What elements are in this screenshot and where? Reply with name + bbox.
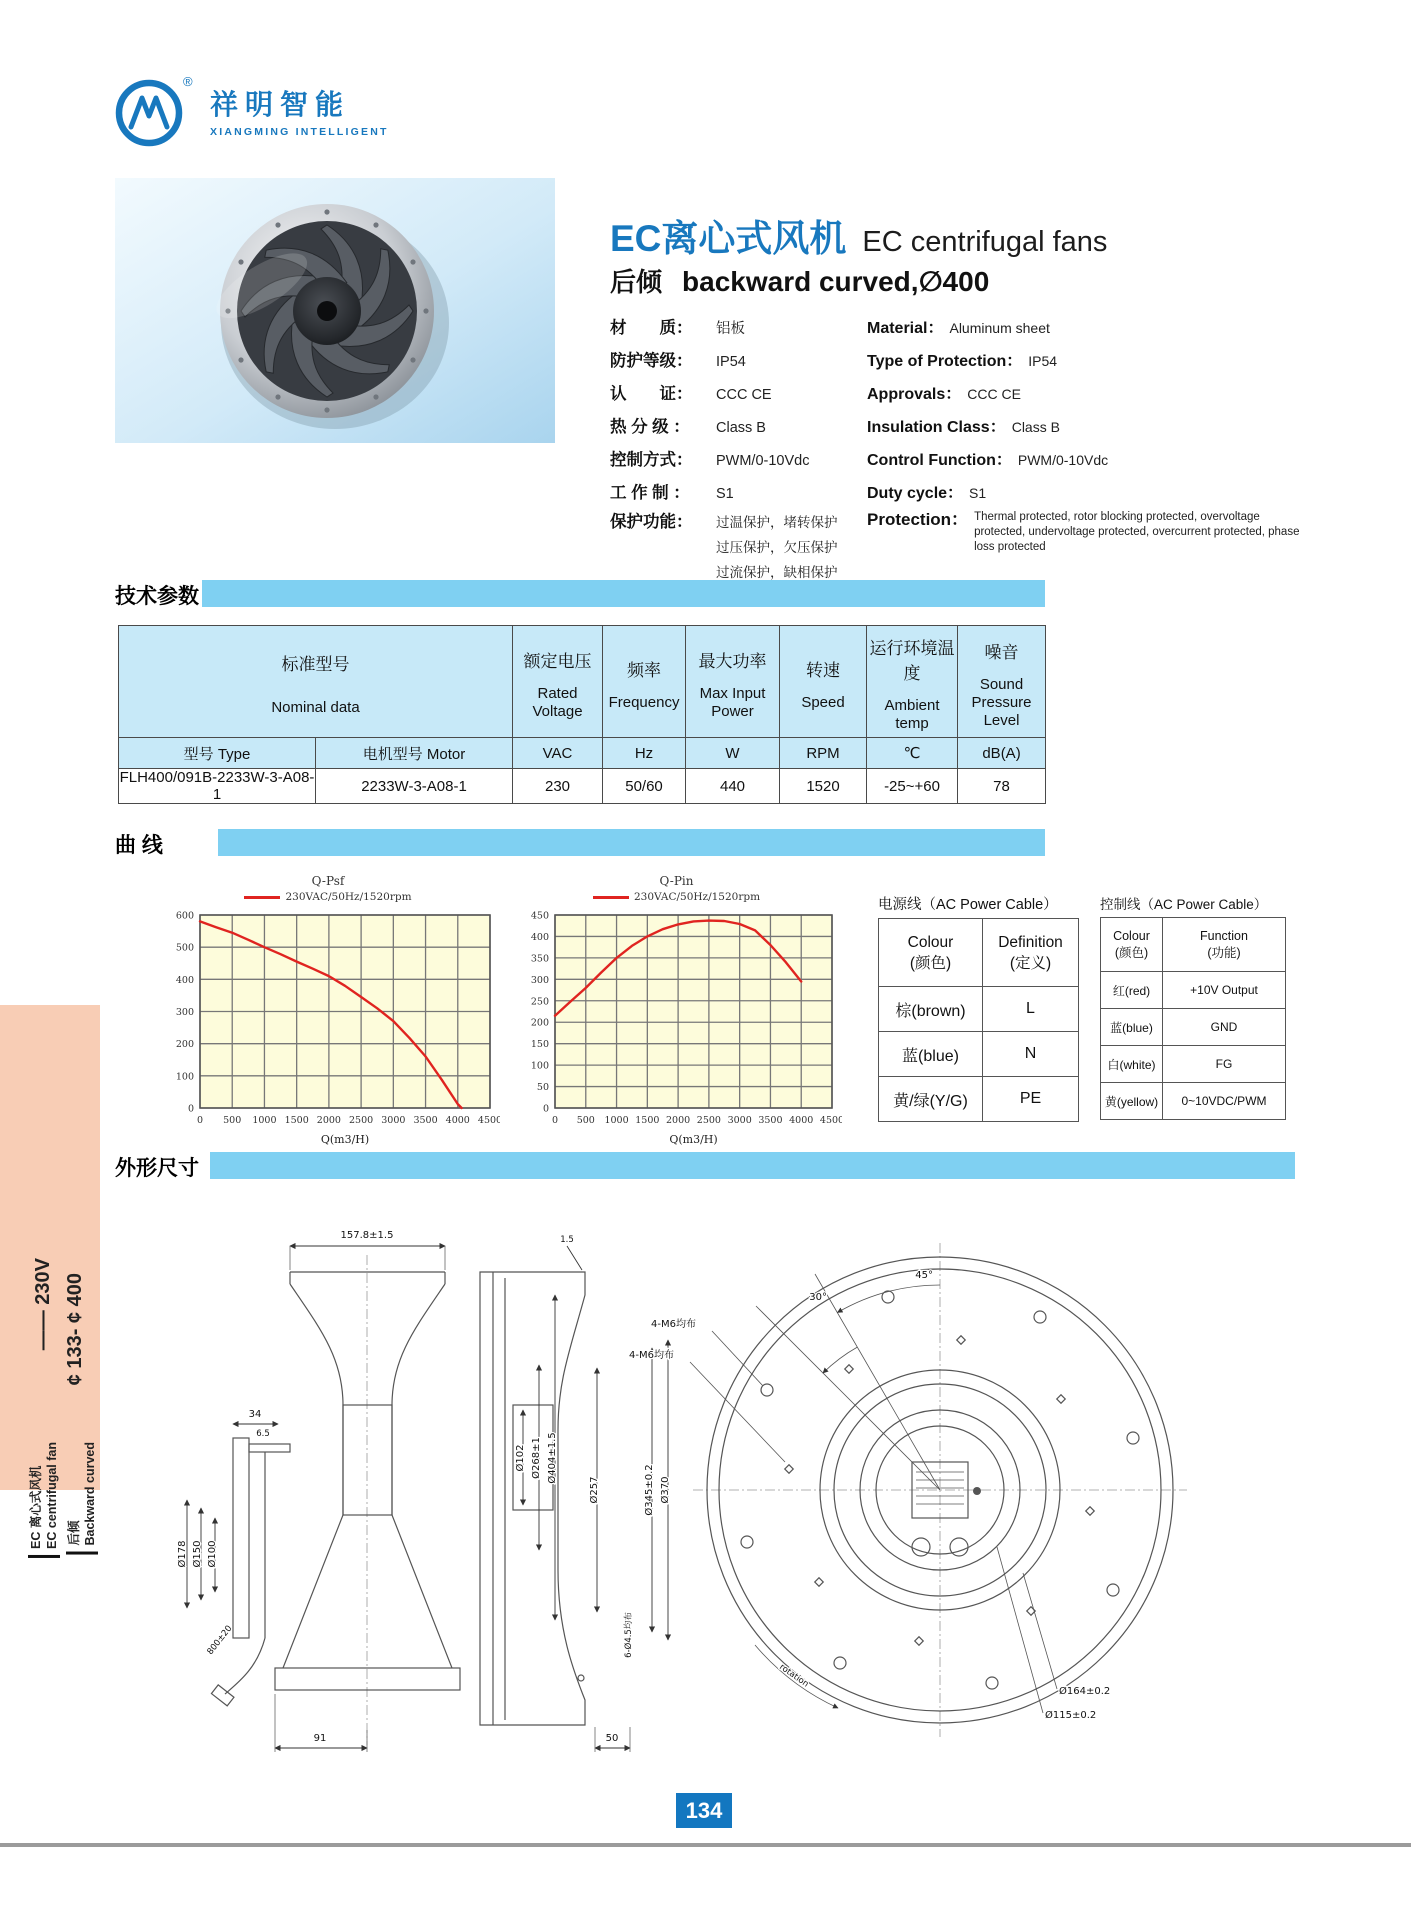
chart-title: Q-Psf [311, 874, 345, 888]
cable-row: 白(white) FG [1101, 1046, 1286, 1083]
svg-text:200: 200 [175, 1039, 194, 1051]
cable-row: 红(red) +10V Output [1101, 972, 1286, 1009]
page-title [610, 208, 1107, 262]
svg-text:Ø100: Ø100 [207, 1540, 218, 1568]
cable-row: 蓝(blue) N [879, 1032, 1079, 1077]
section-title-dims: 外形尺寸 [115, 1157, 199, 1180]
svg-text:1500: 1500 [635, 1115, 660, 1126]
svg-text:500: 500 [175, 942, 194, 954]
spec-row: 材 质： 铝板 [610, 319, 745, 337]
svg-text:2000: 2000 [316, 1115, 341, 1126]
svg-text:300: 300 [175, 1007, 194, 1018]
svg-text:800±20: 800±20 [205, 1623, 235, 1657]
control-cable-title: 控制线（AC Power Cable） [1100, 897, 1268, 912]
svg-text:Ø102: Ø102 [515, 1444, 526, 1472]
cable-header-row: Colour (颜色) Function (功能) [1101, 918, 1286, 972]
svg-text:4-M6均布: 4-M6均布 [629, 1350, 674, 1361]
legend-line-icon [244, 896, 280, 899]
svg-text:200: 200 [530, 1017, 549, 1029]
logo-mark-icon [112, 70, 200, 150]
spec-row-protection-en: Protection： Thermal protected, rotor blocking protected, overvoltage protected, undervoltage protected, overcurrent protected, phase loss protected [867, 510, 1300, 553]
sidebar-size-range: ¢ 133- ¢ 400 [64, 1273, 86, 1386]
spec-row: 防护等级： IP54 [610, 352, 746, 370]
table-header-row2: 型号 Type 电机型号 Motor VAC Hz W RPM ℃ dB(A) [119, 738, 1046, 769]
spec-row: 热 分 级 ： Class B [610, 418, 766, 436]
spec-list-en [867, 312, 1304, 555]
spec-row: Insulation Class： Class B [867, 419, 1060, 436]
sidebar-voltage: —— 230V [32, 1258, 54, 1351]
svg-text:rotation: rotation [777, 1662, 811, 1690]
chart-legend: 230VAC/50Hz/1520rpm [156, 891, 500, 903]
spec-row: Control Function： PWM/0-10Vdc [867, 452, 1109, 469]
footer-rule [0, 1843, 1411, 1847]
svg-text:4-M6均布: 4-M6均布 [651, 1319, 696, 1330]
cable-header-row: Colour (颜色) Definition (定义) [879, 919, 1079, 987]
svg-text:100: 100 [530, 1060, 549, 1072]
svg-text:50: 50 [605, 1733, 619, 1744]
svg-text:4500: 4500 [819, 1115, 842, 1126]
svg-text:Ø150: Ø150 [192, 1540, 203, 1568]
svg-text:4000: 4000 [789, 1115, 814, 1126]
svg-text:30°: 30° [809, 1292, 827, 1303]
svg-text:4000: 4000 [445, 1115, 470, 1126]
chart-legend: 230VAC/50Hz/1520rpm [511, 891, 842, 903]
svg-text:Ø370: Ø370 [660, 1476, 671, 1504]
chart-qpsf [156, 874, 500, 1156]
svg-text:Ø268±1: Ø268±1 [531, 1437, 542, 1479]
svg-text:600: 600 [175, 910, 194, 922]
subtitle-en: backward curved,∅400 [682, 266, 990, 297]
svg-text:0: 0 [551, 1115, 559, 1126]
svg-text:45°: 45° [915, 1270, 933, 1281]
power-cable-table [878, 893, 1083, 1122]
cable-row: 蓝(blue) GND [1101, 1009, 1286, 1046]
sidebar-subcategory: 后倾 Backward curved [66, 1442, 98, 1555]
cable-row: 黄/绿(Y/G) PE [879, 1077, 1079, 1122]
chart-plot [511, 903, 842, 1151]
legend-line-icon [593, 896, 629, 899]
svg-text:6-Ø4.5均布: 6-Ø4.5均布 [624, 1612, 634, 1658]
svg-text:300: 300 [530, 974, 549, 986]
title-en: EC centrifugal fans [862, 226, 1108, 258]
svg-text:Ø404±1.5: Ø404±1.5 [547, 1432, 558, 1484]
svg-text:Ø257: Ø257 [589, 1476, 600, 1504]
sidebar-category: EC 离心式风机 EC centrifugal fan [28, 1442, 60, 1558]
svg-text:1500: 1500 [284, 1115, 309, 1126]
chart-title: Q-Pin [659, 874, 694, 888]
drawing-front-view [629, 1243, 1187, 1737]
spec-row: Approvals： CCC CE [867, 386, 1021, 403]
svg-text:400: 400 [530, 931, 549, 943]
svg-text:Ø345±0.2: Ø345±0.2 [644, 1464, 655, 1516]
dimension-drawings [115, 1200, 1295, 1800]
svg-text:1000: 1000 [252, 1115, 277, 1126]
svg-text:Ø115±0.2: Ø115±0.2 [1045, 1710, 1097, 1721]
svg-text:1000: 1000 [604, 1115, 629, 1126]
spec-list-cn [610, 312, 838, 585]
product-photo [115, 178, 555, 443]
subtitle-cn: 后倾 [610, 267, 663, 297]
svg-text:50: 50 [536, 1082, 549, 1094]
spec-row: 工 作 制 ： S1 [610, 484, 734, 502]
section-bar [202, 580, 1045, 607]
brand-name-cn: 祥明智能 [210, 88, 351, 120]
spec-row: Type of Protection： IP54 [867, 353, 1058, 370]
svg-text:Ø178: Ø178 [177, 1540, 188, 1568]
svg-text:2000: 2000 [666, 1115, 691, 1126]
spec-row: Material： Aluminum sheet [867, 320, 1050, 337]
section-title-tech: 技术参数 [115, 585, 199, 608]
control-cable-table [1100, 893, 1290, 1120]
page-number-badge: 134 [676, 1793, 732, 1828]
svg-text:4500: 4500 [477, 1115, 500, 1126]
drawing-section-view [480, 1235, 671, 1752]
svg-text:157.8±1.5: 157.8±1.5 [340, 1230, 394, 1241]
svg-text:100: 100 [175, 1071, 194, 1083]
title-cn: EC离心式风机 [610, 218, 847, 259]
parameters-table [118, 625, 1046, 804]
svg-text:91: 91 [313, 1733, 327, 1744]
svg-text:350: 350 [530, 953, 549, 965]
chart-plot [156, 903, 500, 1151]
svg-text:Q(m3/H): Q(m3/H) [320, 1133, 370, 1146]
svg-text:0: 0 [187, 1103, 194, 1115]
svg-text:0: 0 [542, 1103, 549, 1115]
brand-name-en: XIANGMING INTELLIGENT [210, 125, 389, 138]
spec-row: 认 证： CCC CE [610, 385, 772, 403]
power-cable-title: 电源线（AC Power Cable） [878, 897, 1058, 913]
drawing-side-view [176, 1230, 460, 1752]
page-subtitle [610, 262, 989, 299]
svg-text:3500: 3500 [413, 1115, 438, 1126]
section-bar [218, 829, 1045, 856]
svg-text:0: 0 [196, 1115, 204, 1126]
section-bar [210, 1152, 1295, 1179]
svg-text:1.5: 1.5 [560, 1235, 574, 1245]
svg-text:34: 34 [248, 1409, 262, 1420]
company-logo [112, 70, 389, 150]
svg-text:2500: 2500 [696, 1115, 721, 1126]
chart-qpin [511, 874, 842, 1156]
sidebar-category-strip [0, 1005, 100, 1549]
svg-text:Q(m3/H): Q(m3/H) [669, 1133, 718, 1146]
svg-text:450: 450 [530, 910, 549, 922]
svg-text:3000: 3000 [381, 1115, 406, 1126]
spec-row: 控制方式： PWM/0-10Vdc [610, 451, 810, 469]
table-data-row: FLH400/091B-2233W-3-A08-1 2233W-3-A08-1 230 50/60 440 1520 -25~+60 78 [119, 769, 1046, 804]
svg-text:3500: 3500 [758, 1115, 783, 1126]
section-title-curves: 曲 线 [115, 834, 163, 857]
spec-row: Duty cycle： S1 [867, 485, 987, 502]
svg-text:400: 400 [175, 974, 194, 986]
cable-row: 黄(yellow) 0~10VDC/PWM [1101, 1083, 1286, 1120]
svg-text:500: 500 [223, 1115, 242, 1126]
spec-row-protection: 保护功能： 过温保护，堵转保护 过压保护，欠压保护 过流保护，缺相保护 [610, 513, 838, 580]
svg-text:2500: 2500 [349, 1115, 374, 1126]
svg-text:6.5: 6.5 [256, 1429, 270, 1439]
svg-text:150: 150 [530, 1039, 549, 1051]
svg-text:250: 250 [530, 996, 549, 1008]
table-header-row1: 标准型号 Nominal data 额定电压 Rated Voltage 频率 Frequency 最大功率 Max Input Power 转速 Speed 运行环境温度 Ambient temp 噪音 Sound Pressure Level [119, 626, 1046, 738]
cable-row: 棕(brown) L [879, 987, 1079, 1032]
registered-mark: ® [183, 74, 193, 89]
svg-text:Ø164±0.2: Ø164±0.2 [1059, 1686, 1111, 1697]
svg-text:500: 500 [576, 1115, 595, 1126]
svg-text:3000: 3000 [727, 1115, 752, 1126]
